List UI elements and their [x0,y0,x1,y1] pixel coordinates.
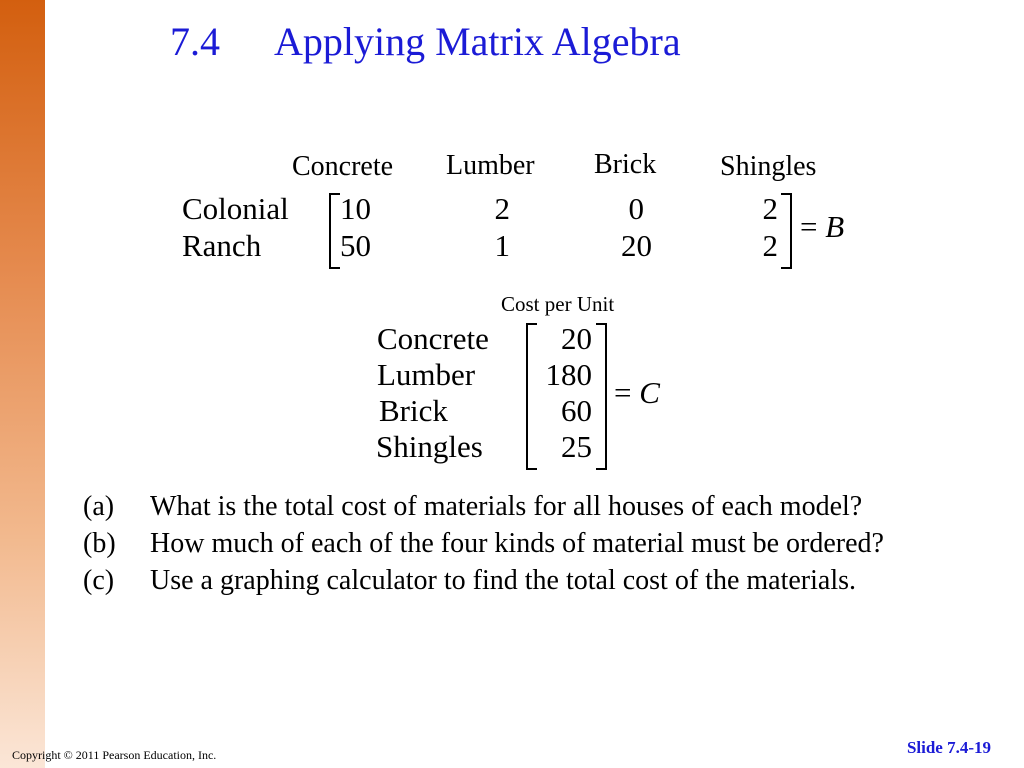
question-marker: (c) [83,565,115,596]
matrix-c-cell: 25 [561,429,592,464]
question-list [83,488,933,599]
copyright-notice: Copyright © 2011 Pearson Education, Inc. [12,748,217,762]
slide-number: Slide 7.4-19 [906,738,991,757]
list-item [83,525,933,562]
equals-sign: = [614,375,632,410]
question-text: How much of each of the four kinds of material must be ordered? [150,528,884,559]
matrix-b-right-bracket [781,193,792,269]
title-text: Applying Matrix Algebra [274,19,681,64]
matrix-b-cell: 0 [628,191,644,226]
matrix-c-cell: 180 [545,357,592,392]
matrix-b-column-header: Brick [594,149,657,180]
question-marker: (b) [83,528,116,559]
matrix-c-column-header: Cost per Unit [501,292,615,316]
sidebar-accent-bar [0,0,45,768]
matrix-c-row-label: Concrete [377,321,489,356]
matrix-b-cell: 1 [494,228,510,263]
list-item [83,562,933,599]
matrix-b-row-label: Ranch [182,228,262,263]
matrix-b-equation [800,209,844,245]
matrix-c-row-label: Shingles [376,429,483,464]
question-marker: (a) [83,491,115,522]
matrix-c-row-label: Brick [379,393,448,428]
slide-title [170,18,681,65]
matrix-b-cell: 20 [621,228,652,263]
matrix-c-cell: 20 [561,321,592,356]
matrix-b-cell: 2 [762,191,778,226]
matrix-c-equation [614,375,660,411]
matrix-b-left-bracket [329,193,340,269]
matrix-b-cell: 2 [494,191,510,226]
matrix-b-cell: 10 [340,191,371,226]
question-text: What is the total cost of materials for all houses of each model? [150,491,863,522]
question-text: Use a graphing calculator to find the total cost of the materials. [150,565,856,596]
matrix-b-column-header: Shingles [720,151,817,182]
matrix-c-cell: 60 [561,393,592,428]
section-number: 7.4 [170,19,220,64]
matrix-b-name: B [825,209,845,244]
matrix-b-column-header: Concrete [292,151,394,182]
matrix-c-row-label: Lumber [377,357,476,392]
matrix-b-cell: 2 [762,228,778,263]
matrix-c-name: C [639,375,660,410]
matrix-b-row-label: Colonial [182,191,289,226]
equals-sign: = [800,209,818,244]
list-item [83,488,933,525]
matrix-c-right-bracket [596,323,607,470]
matrix-b-cell: 50 [340,228,371,263]
matrix-b-column-header: Lumber [446,150,535,181]
